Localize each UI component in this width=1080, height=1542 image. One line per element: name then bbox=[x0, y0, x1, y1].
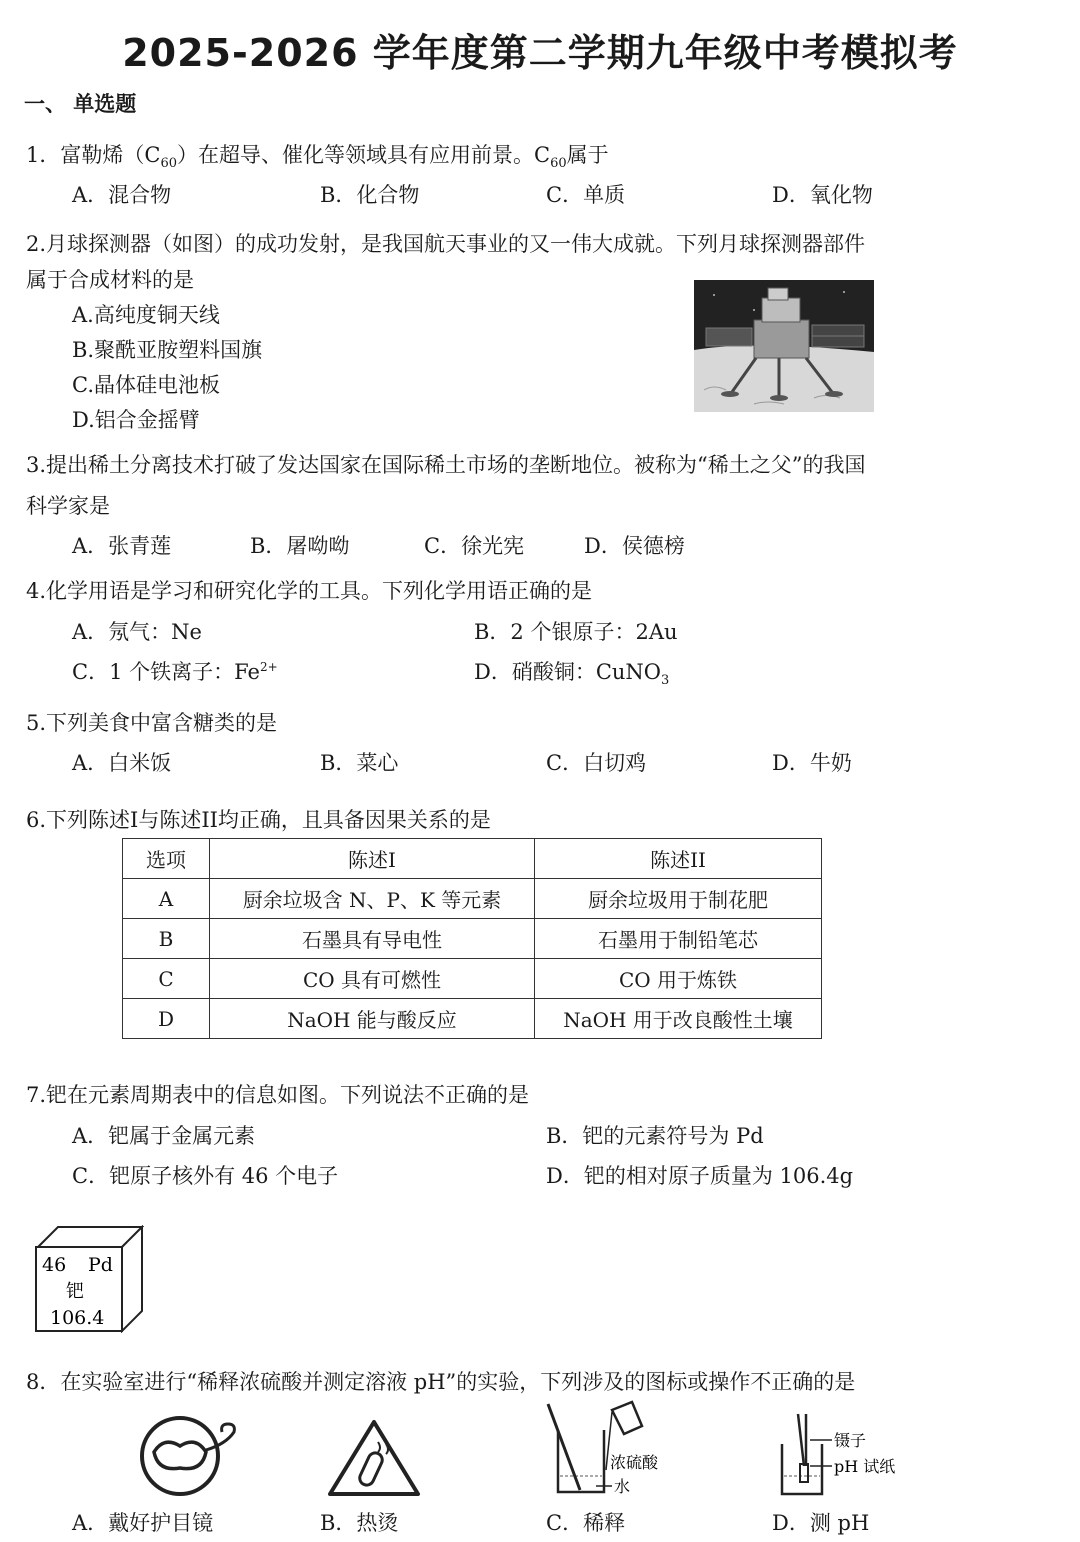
label-ph-paper: pH 试纸 bbox=[834, 1457, 896, 1476]
q4-option-c-sup: 2+ bbox=[259, 660, 278, 674]
hot-warning-icon bbox=[326, 1418, 422, 1498]
q2-option-c: C.晶体硅电池板 bbox=[72, 373, 220, 397]
label-water: 水 bbox=[614, 1477, 631, 1496]
q1-sub1: 60 bbox=[160, 156, 177, 172]
table-cell: B bbox=[123, 919, 210, 959]
table-cell: D bbox=[123, 999, 210, 1039]
q1-stem-c: 属于 bbox=[566, 143, 609, 167]
ph-test-icon bbox=[770, 1404, 900, 1500]
question-3-stem-line1: 3.提出稀土分离技术打破了发达国家在国际稀土市场的垄断地位。被称为“稀土之父”的我国 bbox=[26, 453, 866, 477]
q7-option-a: A．钯属于金属元素 bbox=[72, 1124, 256, 1148]
table-cell: 厨余垃圾含 N、P、K 等元素 bbox=[210, 879, 535, 919]
question-2-stem-line2: 属于合成材料的是 bbox=[26, 268, 194, 292]
q8-option-a: A．戴好护目镜 bbox=[72, 1511, 214, 1535]
q5-option-c: C．白切鸡 bbox=[546, 751, 647, 775]
table-row bbox=[123, 999, 822, 1039]
q1-stem-a: 1．富勒烯（C bbox=[26, 143, 161, 167]
table-cell: 石墨用于制铅笔芯 bbox=[535, 919, 822, 959]
q5-option-d: D．牛奶 bbox=[772, 751, 852, 775]
q3-option-a: A．张青莲 bbox=[72, 534, 172, 558]
table-row bbox=[123, 879, 822, 919]
q1-sub2: 60 bbox=[550, 156, 567, 172]
table-cell: NaOH 能与酸反应 bbox=[210, 999, 535, 1039]
question-5-stem: 5.下列美食中富含糖类的是 bbox=[26, 711, 278, 735]
table-cell: 石墨具有导电性 bbox=[210, 919, 535, 959]
question-3-stem-line2: 科学家是 bbox=[26, 494, 110, 518]
table-cell: A bbox=[123, 879, 210, 919]
table-cell: CO 用于炼铁 bbox=[535, 959, 822, 999]
table-cell: NaOH 用于改良酸性土壤 bbox=[535, 999, 822, 1039]
q3-option-b: B．屠呦呦 bbox=[250, 534, 350, 558]
label-tweezers: 镊子 bbox=[834, 1431, 867, 1450]
q4-option-c-text: C．1 个铁离子：Fe bbox=[72, 660, 260, 684]
q4-option-d-text: D．硝酸铜：CuNO bbox=[474, 660, 662, 684]
q1-option-b: B．化合物 bbox=[320, 183, 420, 207]
label-concentrated-acid: 浓硫酸 bbox=[610, 1453, 659, 1472]
table-header-cell: 陈述II bbox=[535, 839, 822, 879]
table-cell: 厨余垃圾用于制花肥 bbox=[535, 879, 822, 919]
q5-option-a: A．白米饭 bbox=[72, 751, 172, 775]
table-row bbox=[123, 919, 822, 959]
q4-option-a: A．氖气：Ne bbox=[72, 620, 202, 644]
element-name: 钯 bbox=[66, 1281, 84, 1302]
q7-option-b: B．钯的元素符号为 Pd bbox=[546, 1124, 764, 1148]
q5-option-b: B．菜心 bbox=[320, 751, 399, 775]
table-row bbox=[123, 959, 822, 999]
q7-option-c: C．钯原子核外有 46 个电子 bbox=[72, 1164, 339, 1188]
question-4-stem: 4.化学用语是学习和研究化学的工具。下列化学用语正确的是 bbox=[26, 579, 593, 603]
q1-option-a: A．混合物 bbox=[72, 183, 172, 207]
element-card-palladium bbox=[30, 1225, 144, 1333]
question-2-stem-line1: 2.月球探测器（如图）的成功发射，是我国航天事业的又一伟大成就。下列月球探测器部件 bbox=[26, 232, 866, 256]
q8-option-b: B．热烫 bbox=[320, 1511, 399, 1535]
dilution-beaker-icon bbox=[540, 1400, 670, 1500]
element-number: 46 bbox=[42, 1254, 67, 1276]
goggles-icon bbox=[136, 1412, 240, 1498]
q6-table bbox=[122, 838, 822, 1039]
q4-option-d bbox=[474, 656, 669, 688]
q8-option-c: C．稀释 bbox=[546, 1511, 626, 1535]
question-6-stem: 6.下列陈述I与陈述II均正确，且具备因果关系的是 bbox=[26, 808, 491, 832]
table-header-row bbox=[123, 839, 822, 879]
q2-option-a: A.高纯度铜天线 bbox=[72, 303, 220, 327]
q2-option-b: B.聚酰亚胺塑料国旗 bbox=[72, 338, 263, 362]
q1-option-d: D．氧化物 bbox=[772, 183, 873, 207]
question-7-stem: 7.钯在元素周期表中的信息如图。下列说法不正确的是 bbox=[26, 1083, 530, 1107]
lunar-probe-image bbox=[694, 280, 874, 412]
q2-option-d: D.铝合金摇臂 bbox=[72, 408, 200, 432]
element-mass: 106.4 bbox=[50, 1307, 105, 1329]
table-cell: CO 具有可燃性 bbox=[210, 959, 535, 999]
page-title: 2025-2026 学年度第二学期九年级中考模拟考 bbox=[122, 31, 958, 75]
q7-option-d: D．钯的相对原子质量为 106.4g bbox=[546, 1164, 854, 1188]
table-header-cell: 陈述I bbox=[210, 839, 535, 879]
question-8-stem: 8．在实验室进行“稀释浓硫酸并测定溶液 pH”的实验，下列涉及的图标或操作不正确的是 bbox=[26, 1370, 856, 1394]
question-1-stem bbox=[26, 139, 609, 171]
element-symbol: Pd bbox=[88, 1254, 113, 1276]
q4-option-c bbox=[72, 656, 278, 686]
q3-option-c: C．徐光宪 bbox=[424, 534, 525, 558]
table-header-cell: 选项 bbox=[123, 839, 210, 879]
q1-option-c: C．单质 bbox=[546, 183, 626, 207]
section-heading: 一、 单选题 bbox=[24, 92, 137, 116]
q4-option-b: B．2 个银原子：2Au bbox=[474, 620, 678, 644]
q4-option-d-sub: 3 bbox=[661, 673, 670, 689]
q8-option-d: D．测 pH bbox=[772, 1511, 870, 1535]
q3-option-d: D．侯德榜 bbox=[584, 534, 685, 558]
q1-stem-b: ）在超导、催化等领域具有应用前景。C bbox=[176, 143, 551, 167]
table-cell: C bbox=[123, 959, 210, 999]
